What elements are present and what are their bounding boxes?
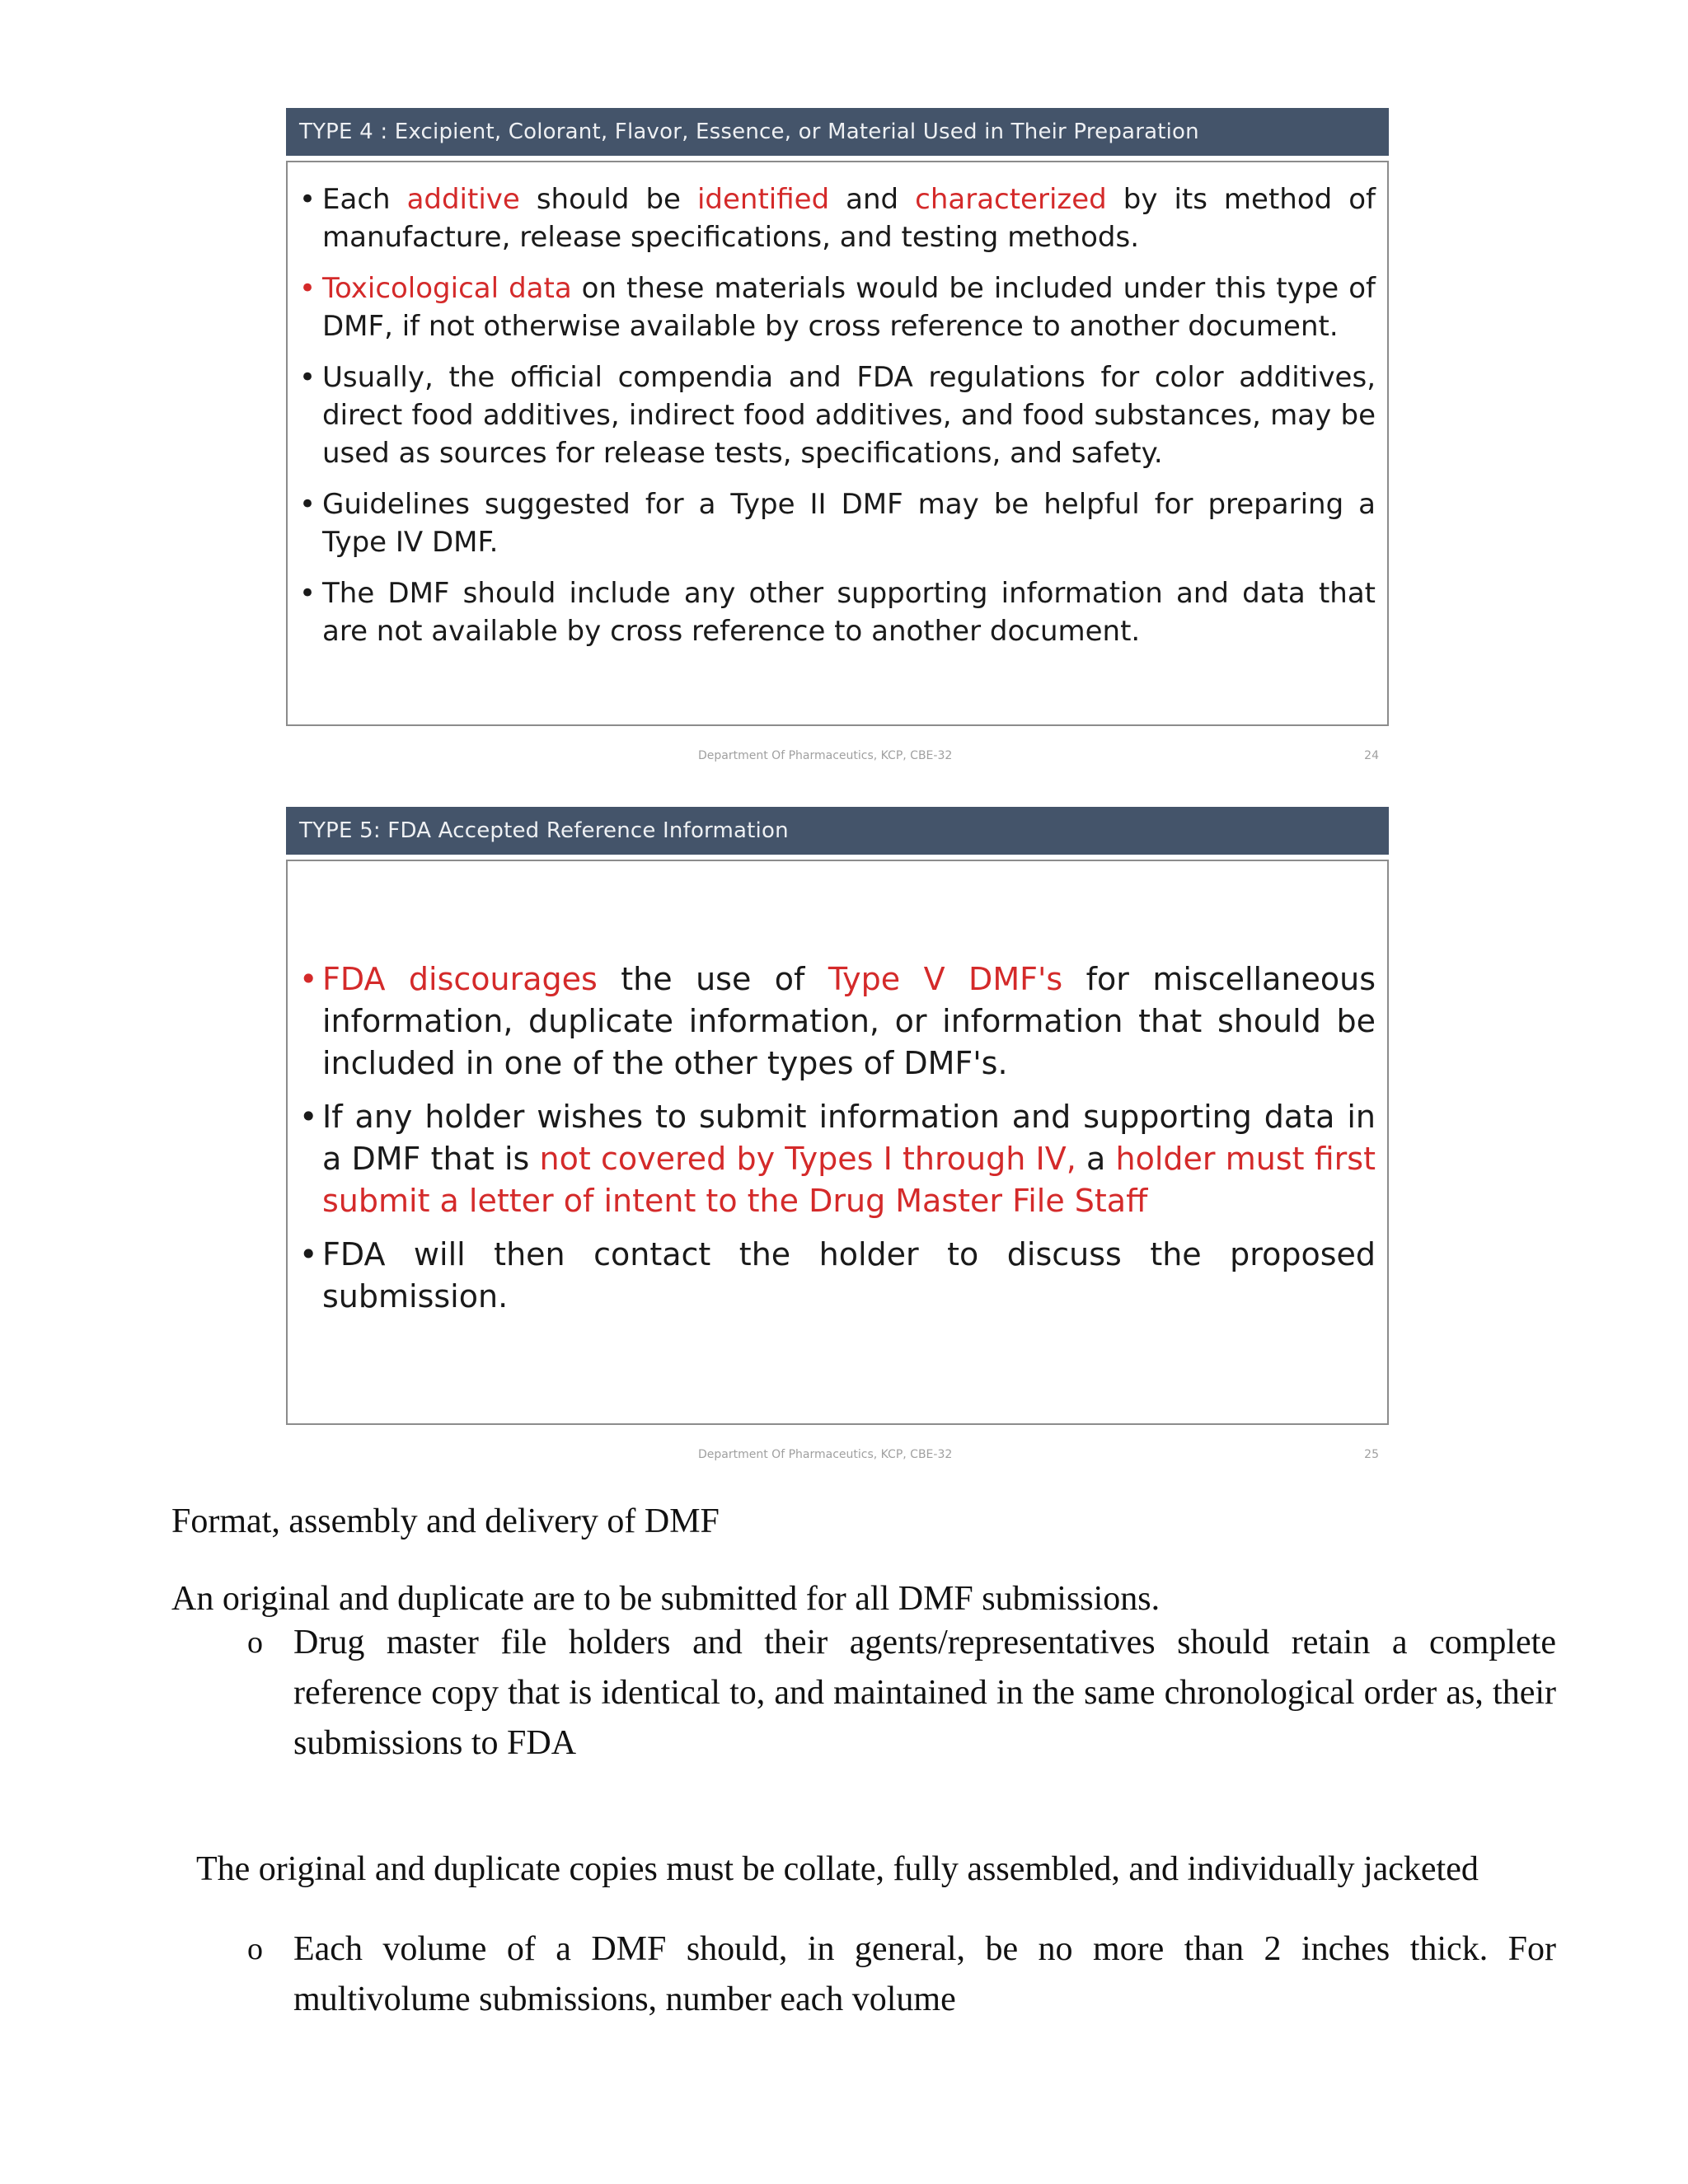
circle-bullet-icon: o — [247, 1625, 263, 1660]
paragraph: An original and duplicate are to be submitted for all DMF submissions. — [171, 1580, 1160, 1618]
section-heading: Format, assembly and delivery of DMF — [171, 1502, 720, 1540]
bullet-item: • If any holder wishes to submit information and supporting data in a DMF that is not covered by Types I through IV, a holder must first submit a letter of intent to the Drug Master File Staff — [299, 1096, 1376, 1222]
bullet-item: • FDA will then contact the holder to discuss the proposed submission. — [299, 1234, 1376, 1318]
circle-bullet-icon: o — [247, 1932, 263, 1966]
slide-footer — [286, 1448, 1389, 1473]
slide-number: 24 — [1364, 749, 1379, 762]
slide-type4 — [286, 108, 1389, 774]
bullet-item: • Toxicological data on these materials would be included under this type of DMF, if not otherwise available by cross reference to another document. — [299, 269, 1376, 345]
slide-body — [286, 161, 1389, 726]
slide-type5 — [286, 807, 1389, 1473]
paragraph: The original and duplicate copies must be collate, fully assembled, and individually jacketed — [196, 1850, 1479, 1888]
bullet-item: • Each additive should be identified and characterized by its method of manufacture, release specifications, and testing methods. — [299, 180, 1376, 256]
bullet-item: • Usually, the official compendia and FDA regulations for color additives, direct food additives, indirect food additives, and food substances, may be used as sources for release tests, specifications, and safety. — [299, 359, 1376, 472]
bullet-item: • The DMF should include any other supporting information and data that are not available by cross reference to another document. — [299, 574, 1376, 650]
bullet-item: • FDA discourages the use of Type V DMF's for miscellaneous information, duplicate information, or information that should be included in one of the other types of DMF's. — [299, 958, 1376, 1085]
slide-header: TYPE 5: FDA Accepted Reference Information — [286, 807, 1389, 855]
slide-header: TYPE 4 : Excipient, Colorant, Flavor, Essence, or Material Used in Their Preparation — [286, 108, 1389, 156]
bullet-item: • Guidelines suggested for a Type II DMF may be helpful for preparing a Type IV DMF. — [299, 485, 1376, 561]
list-item: o Each volume of a DMF should, in general, be no more than 2 inches thick. For multivolume submissions, number each volume — [247, 1924, 1556, 2025]
slide-body — [286, 860, 1389, 1425]
list-item: o Drug master file holders and their agents/representatives should retain a complete reference copy that is identical to, and maintained in the same chronological order as, their submissions to FDA — [247, 1618, 1556, 1769]
footer-department: Department Of Pharmaceutics, KCP, CBE-32 — [698, 749, 953, 762]
slide-number: 25 — [1364, 1448, 1379, 1461]
footer-department: Department Of Pharmaceutics, KCP, CBE-32 — [698, 1448, 953, 1461]
slide-footer — [286, 749, 1389, 774]
